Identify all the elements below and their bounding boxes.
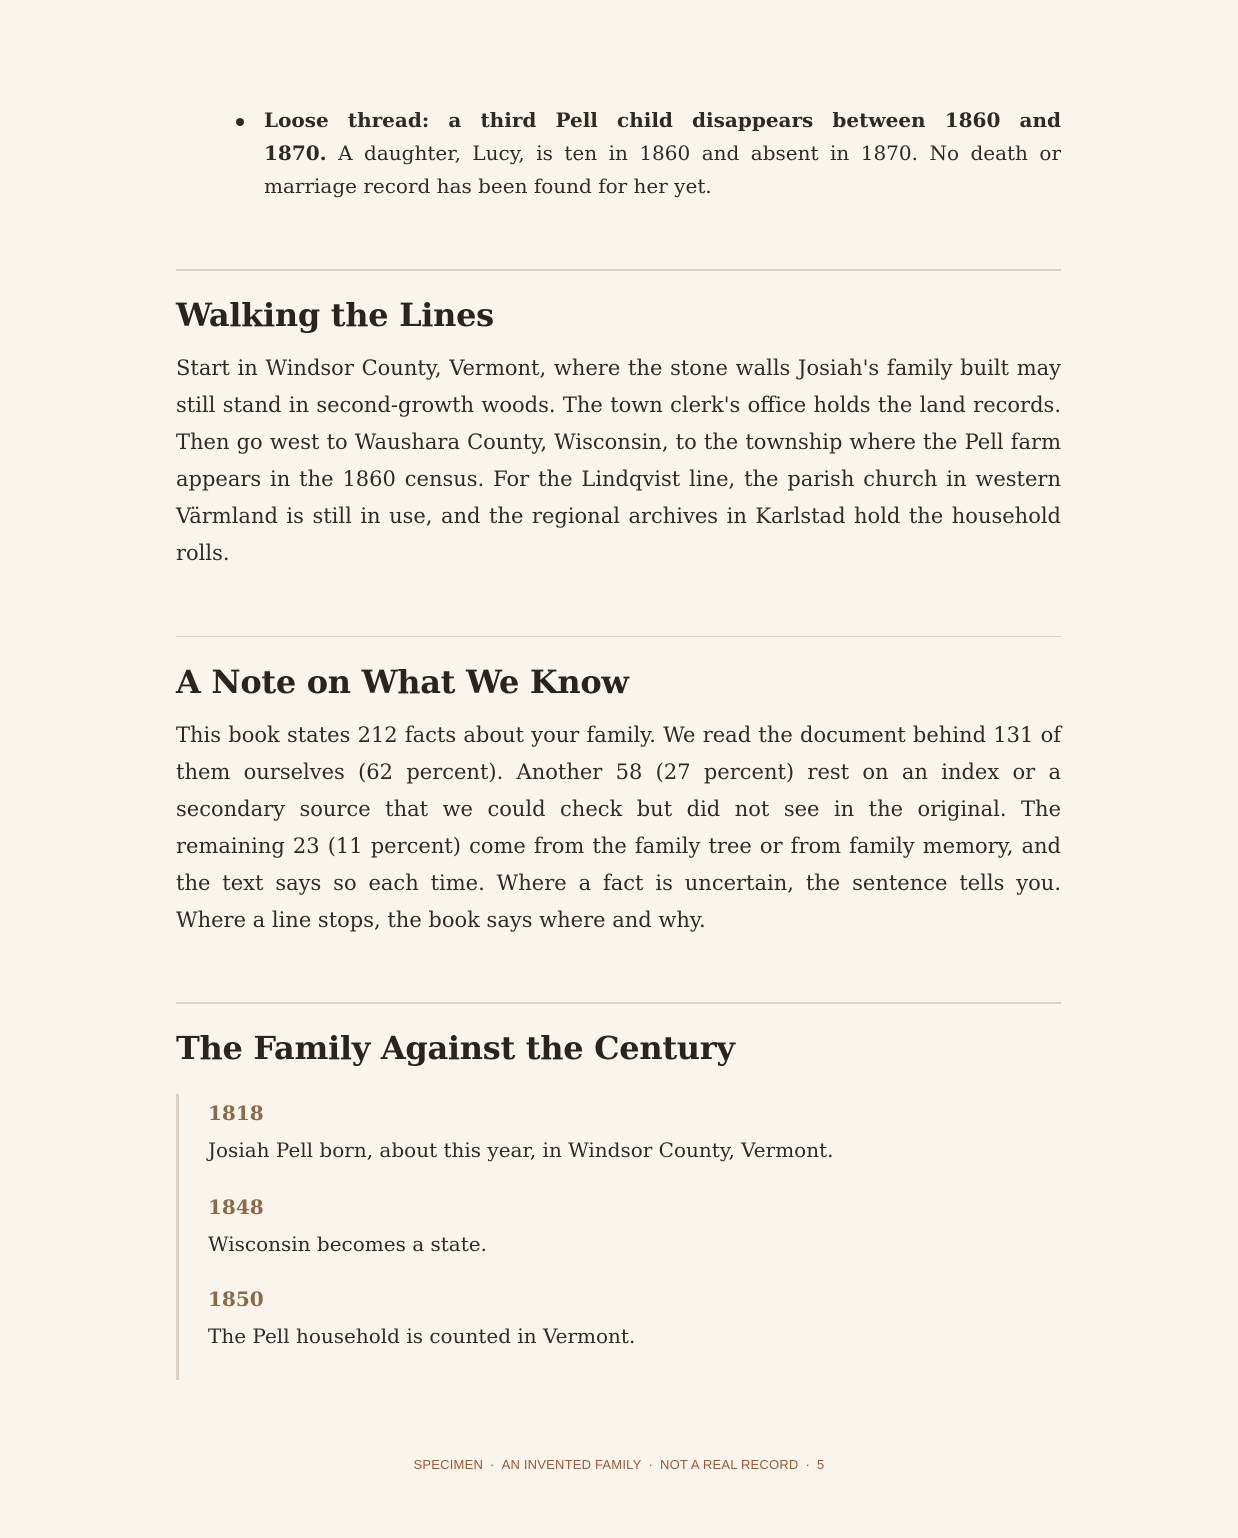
- bullet-dot-icon: [236, 118, 244, 126]
- timeline-year: 1850: [208, 1287, 264, 1311]
- timeline: [176, 1094, 1064, 1380]
- timeline-entry: [208, 1100, 1048, 1165]
- timeline-entry: [208, 1194, 1048, 1259]
- loose-thread-item: [264, 104, 1061, 203]
- section-title-note-on-what-we-know: A Note on What We Know: [176, 663, 629, 701]
- page-number: 5: [817, 1457, 825, 1472]
- timeline-text: Wisconsin becomes a state.: [208, 1232, 487, 1256]
- section-divider: [176, 1002, 1061, 1004]
- timeline-year: 1848: [208, 1195, 264, 1219]
- footer-separator: ·: [648, 1457, 653, 1472]
- footer-separator: ·: [490, 1457, 495, 1472]
- footer-invented-family: AN INVENTED FAMILY: [501, 1457, 642, 1472]
- footer-not-real-record: NOT A REAL RECORD: [660, 1457, 799, 1472]
- loose-thread-list: [264, 104, 1061, 203]
- section-body-walking-the-lines: Start in Windsor County, Vermont, where the stone walls Josiah's family built may still stand in second-growth woods. The town clerk's office holds the land records. Then go west to Waushara County, Wisconsin, to the township where the Pell farm appears in the 1860 census. For the Lindqvist line, the parish church in western Värmland is still in use, and the regional archives in Karlstad hold the household rolls.: [176, 356, 1061, 565]
- footer-separator: ·: [805, 1457, 811, 1472]
- timeline-entry: [208, 1286, 1048, 1351]
- footer-specimen: SPECIMEN: [413, 1457, 484, 1472]
- section-body-note-on-what-we-know: This book states 212 facts about your family. We read the document behind 131 of them ourselves (62 percent). Another 58 (27 percent) rest on an index or a secondary source that we could check but did not see in the original. The remaining 23 (11 percent) come from the family tree or from family memory, and the text says so each time. Where a fact is uncertain, the sentence tells you. Where a line stops, the book says where and why.: [176, 723, 1061, 932]
- section-title-family-against-century: The Family Against the Century: [176, 1029, 735, 1067]
- section-title-walking-the-lines: Walking the Lines: [176, 296, 494, 334]
- timeline-text: Josiah Pell born, about this year, in Windsor County, Vermont.: [208, 1138, 834, 1162]
- timeline-year: 1818: [208, 1101, 264, 1125]
- loose-thread-text: A daughter, Lucy, is ten in 1860 and absent in 1870. No death or marriage record has been found for her yet.: [264, 141, 1062, 198]
- loose-thread-lead: Loose thread: a third Pell child disappears between 1860 and 1870.: [264, 108, 1061, 165]
- section-divider: [176, 269, 1061, 271]
- section-divider: [176, 636, 1061, 637]
- page-footer: [0, 1456, 1238, 1474]
- timeline-text: The Pell household is counted in Vermont.: [208, 1324, 636, 1348]
